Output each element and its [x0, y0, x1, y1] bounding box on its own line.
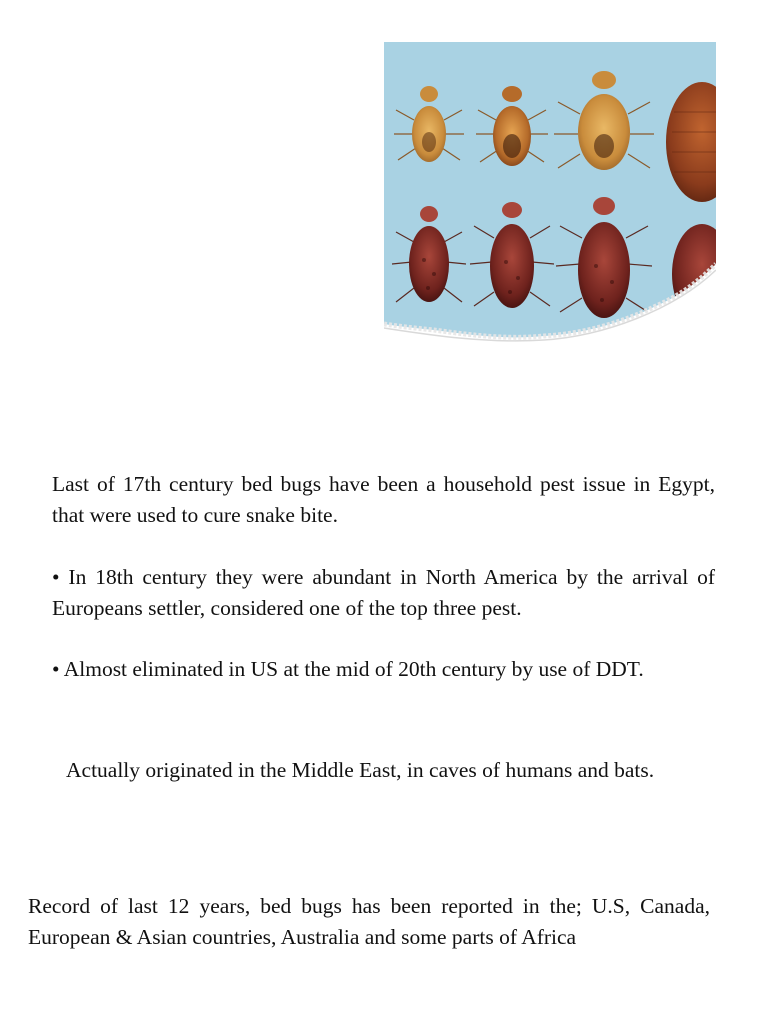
bed-bug-photo — [384, 42, 716, 342]
bed-bug-photo-icon — [384, 42, 716, 342]
paragraph-origin: Actually originated in the Middle East, in caves of humans and bats. — [66, 758, 655, 782]
bullet-18th-century: • In 18th century they were abundant in North America by the arrival of Europeans settler, considered one of the top three pest. — [52, 565, 715, 620]
paragraph-recent-record: Record of last 12 years, bed bugs has been reported in the; U.S, Canada, European & Asian countries, Australia and some parts of Africa — [28, 894, 710, 949]
paragraph-17th-century: Last of 17th century bed bugs have been a household pest issue in Egypt, that were used to cure snake bite. — [52, 472, 715, 527]
bullet-20th-century: • Almost eliminated in US at the mid of 20th century by use of DDT. — [52, 657, 644, 681]
